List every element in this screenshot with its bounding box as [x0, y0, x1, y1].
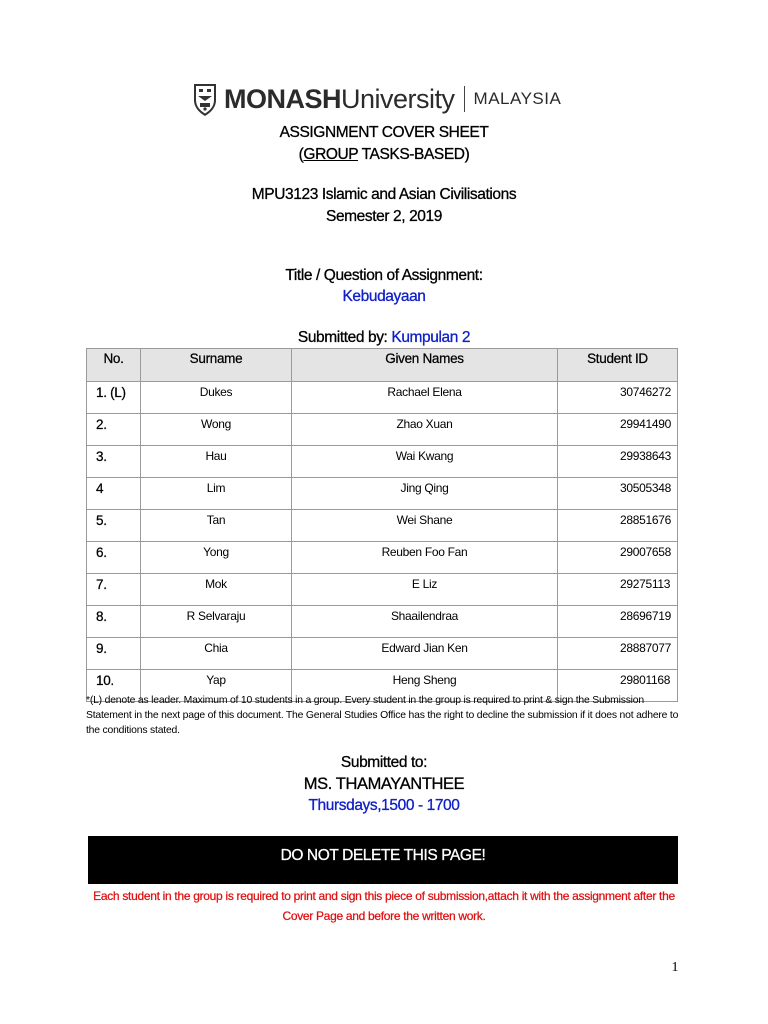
row-number: 5. [87, 510, 141, 542]
row-surname: Lim [141, 478, 292, 510]
submission-instruction: Each student in the group is required to print and sign this piece of submission,attach it with the assignment after the Cover Page and before the written work. [93, 889, 675, 923]
table-row [87, 542, 678, 574]
table-row [87, 478, 678, 510]
row-student-id: 29941490 [558, 414, 678, 446]
row-number: 8. [87, 606, 141, 638]
row-given-names: Zhao Xuan [292, 414, 558, 446]
cover-subheading: (GROUP TASKS-BASED) [298, 146, 470, 163]
row-student-id: 29801168 [558, 670, 678, 702]
group-label: GROUP [303, 146, 358, 163]
row-given-names: Heng Sheng [292, 670, 558, 702]
row-number: 1. (L) [87, 382, 141, 414]
semester: Semester 2, 2019 [326, 208, 442, 225]
table-row [87, 510, 678, 542]
row-number: 10. [87, 670, 141, 702]
assignment-title-value: Kebudayaan [342, 288, 426, 305]
table-row [87, 382, 678, 414]
row-given-names: Wai Kwang [292, 446, 558, 478]
row-surname: Yong [141, 542, 292, 574]
row-given-names: Shaailendraa [292, 606, 558, 638]
row-surname: Mok [141, 574, 292, 606]
header-surname: Surname [141, 349, 292, 382]
row-student-id: 30746272 [558, 382, 678, 414]
row-given-names: Rachael Elena [292, 382, 558, 414]
table-row [87, 574, 678, 606]
lecturer-name: MS. THAMAYANTHEE [303, 775, 465, 793]
row-surname: Wong [141, 414, 292, 446]
row-student-id: 29275113 [558, 574, 678, 606]
header-student-id: Student ID [558, 349, 678, 382]
brand-divider [464, 86, 465, 112]
row-given-names: Edward Jian Ken [292, 638, 558, 670]
row-number: 2. [87, 414, 141, 446]
row-surname: R Selvaraju [141, 606, 292, 638]
table-row [87, 414, 678, 446]
unit-name: MPU3123 Islamic and Asian Civilisations [251, 186, 517, 203]
row-given-names: E Liz [292, 574, 558, 606]
table-row [87, 606, 678, 638]
page-number: 1 [671, 960, 679, 975]
row-surname: Chia [141, 638, 292, 670]
header-given-names: Given Names [292, 349, 558, 382]
row-student-id: 28887077 [558, 638, 678, 670]
table-row [87, 638, 678, 670]
monash-logo [192, 76, 582, 122]
row-number: 3. [87, 446, 141, 478]
submitted-to-label: Submitted to: [340, 754, 428, 771]
row-given-names: Reuben Foo Fan [292, 542, 558, 574]
student-table [86, 348, 678, 702]
row-number: 9. [87, 638, 141, 670]
row-given-names: Jing Qing [292, 478, 558, 510]
cover-heading: ASSIGNMENT COVER SHEET [279, 124, 489, 141]
row-given-names: Wei Shane [292, 510, 558, 542]
class-schedule: Thursdays,1500 - 1700 [308, 797, 460, 814]
row-number: 6. [87, 542, 141, 574]
table-row [87, 446, 678, 478]
leader-footnote: *(L) denote as leader. Maximum of 10 students in a group. Every student in the group is required to print & sign the Submission Statement in the next page of this document. The General Studies Office has the right to decline the submission if it does not adhere to the conditions stated. [86, 695, 679, 736]
row-number: 4 [87, 478, 141, 510]
row-student-id: 29938643 [558, 446, 678, 478]
assignment-title-label: Title / Question of Assignment: [285, 267, 483, 284]
table-header-row [87, 349, 678, 382]
university-crest-icon [192, 80, 218, 118]
row-student-id: 28851676 [558, 510, 678, 542]
brand-wordmark: MONASHUniversity [224, 83, 455, 114]
row-surname: Dukes [141, 382, 292, 414]
row-surname: Yap [141, 670, 292, 702]
row-student-id: 30505348 [558, 478, 678, 510]
submitted-by [0, 329, 768, 347]
row-student-id: 29007658 [558, 542, 678, 574]
row-student-id: 28696719 [558, 606, 678, 638]
row-number: 7. [87, 574, 141, 606]
header-no: No. [87, 349, 141, 382]
row-surname: Hau [141, 446, 292, 478]
submitted-by-value: Kumpulan 2 [391, 329, 471, 346]
brand-region: MALAYSIA [473, 89, 562, 108]
submitted-by-label: Submitted by: [297, 329, 392, 346]
do-not-delete-banner: DO NOT DELETE THIS PAGE! [88, 836, 678, 884]
row-surname: Tan [141, 510, 292, 542]
